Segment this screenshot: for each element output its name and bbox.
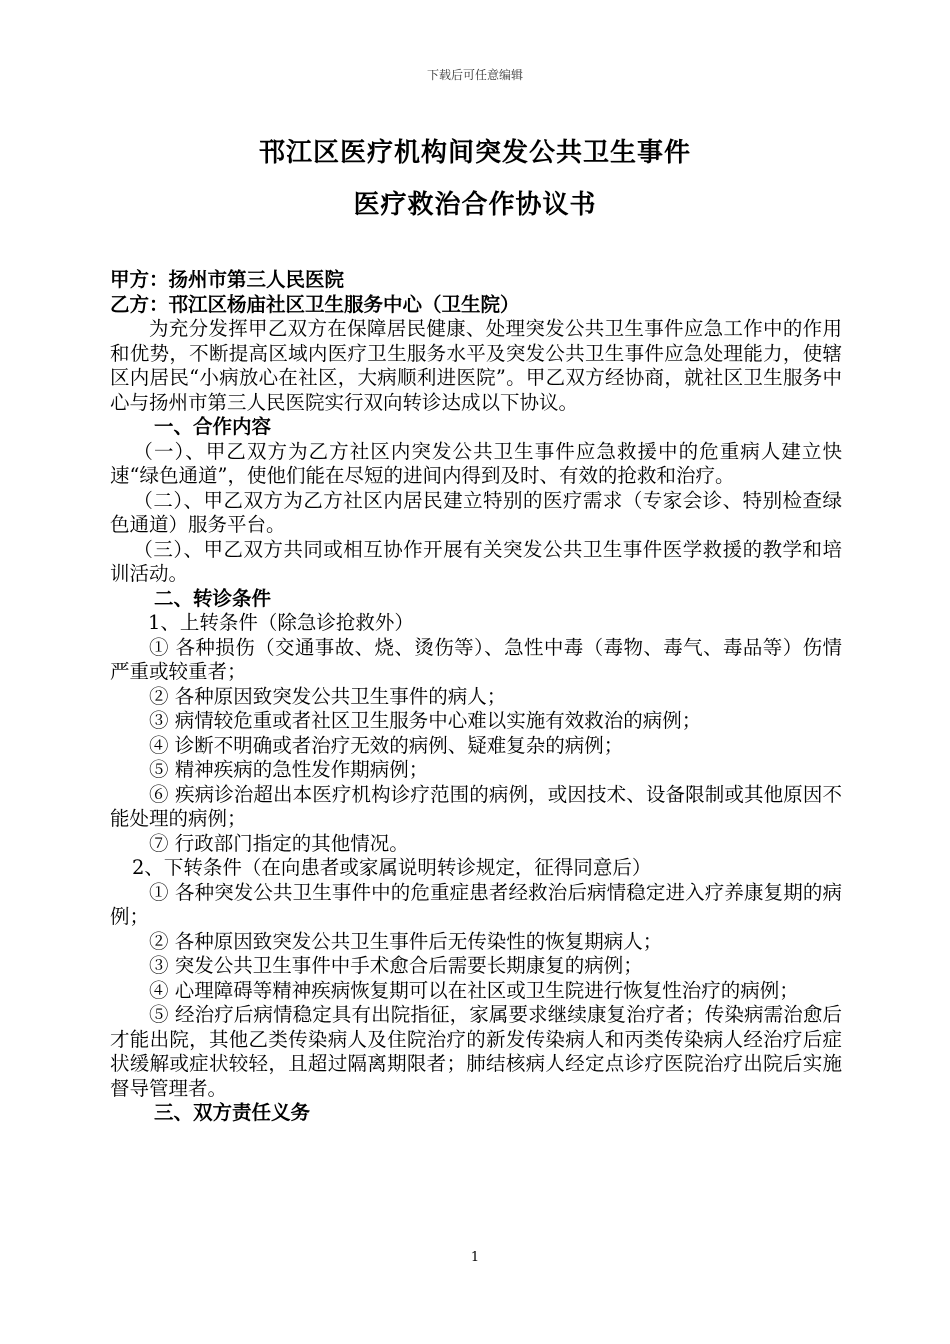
intro-paragraph: 为充分发挥甲乙双方在保障居民健康、处理突发公共卫生事件应急工作中的作用和优势，不断提高区域内医疗卫生服务水平及突发公共卫生事件应急处理能力，使辖区内居民“小病放心在社区，大病顺利进医院”。甲乙双方经协商，就社区卫生服务中心与扬州市第三人民医院实行双向转诊达成以下协议。 bbox=[110, 317, 842, 414]
downward-item: ② 各种原因致突发公共卫生事件后无传染性的恢复期病人； bbox=[149, 929, 663, 953]
upward-item: ⑦ 行政部门指定的其他情况。 bbox=[149, 831, 409, 855]
section-3-heading: 三、双方责任义务 bbox=[154, 1101, 311, 1124]
title-line-2: 医疗救治合作协议书 bbox=[353, 190, 597, 220]
upward-item: ⑤ 精神疾病的急性发作期病例； bbox=[149, 758, 429, 781]
downward-conditions-title: 2、下转条件（在向患者或家属说明转诊规定，征得同意后） bbox=[132, 856, 652, 879]
downward-item: ① 各种突发公共卫生事件中的危重症患者经救治后病情稳定进入疗养康复期的病例； bbox=[110, 880, 842, 928]
page-number: 1 bbox=[470, 1250, 480, 1265]
party-b: 乙方：邗江区杨庙社区卫生服务中心（卫生院） bbox=[110, 292, 520, 316]
upward-item: ⑥ 疾病诊治超出本医疗机构诊疗范围的病例，或因技术、设备限制或其他原因不能处理的病例； bbox=[110, 782, 842, 830]
title-line-1: 邗江区医疗机构间突发公共卫生事件 bbox=[258, 138, 691, 168]
upward-item: ① 各种损伤（交通事故、烧、烫伤等）、急性中毒（毒物、毒气、毒品等）伤情严重或较重者； bbox=[110, 635, 842, 683]
upward-conditions-title: 1、上转条件（除急诊抢救外） bbox=[148, 611, 414, 634]
upward-item: ② 各种原因致突发公共卫生事件的病人； bbox=[149, 684, 507, 708]
downward-item: ③ 突发公共卫生事件中手术愈合后需要长期康复的病例； bbox=[149, 954, 643, 977]
downward-item: ④ 心理障碍等精神疾病恢复期可以在社区或卫生院进行恢复性治疗的病例； bbox=[149, 978, 799, 1002]
section-1-heading: 一、合作内容 bbox=[154, 415, 272, 438]
downward-item: ⑤ 经治疗后病情稳定具有出院指征，家属要求继续康复治疗者；传染病需治愈后才能出院，其他乙类传染病人及住院治疗的新发传染病人和丙类传染病人经治疗后症状缓解或症状较轻，且超过隔离期限者；肺结核病人经定点诊疗医院治疗出院后实施督导管理者。 bbox=[110, 1003, 842, 1100]
section-1-item: （二）、甲乙双方为乙方社区内居民建立特别的医疗需求（专家会诊、特别检查绿色通道）服务平台。 bbox=[110, 488, 842, 536]
header-note: 下载后可任意编辑 bbox=[426, 68, 523, 82]
section-1-item: （一）、甲乙双方为乙方社区内突发公共卫生事件应急救援中的危重病人建立快速“绿色通道”，使他们能在尽短的进间内得到及时、有效的抢救和治疗。 bbox=[110, 439, 842, 487]
section-2-heading: 二、转诊条件 bbox=[154, 586, 272, 610]
section-1-item: （三）、甲乙双方共同或相互协作开展有关突发公共卫生事件医学救援的教学和培训活动。 bbox=[110, 537, 842, 585]
party-a: 甲方：扬州市第三人民医院 bbox=[110, 268, 345, 291]
document-body bbox=[110, 268, 842, 1126]
upward-item: ③ 病情较危重或者社区卫生服务中心难以实施有效救治的病例； bbox=[149, 709, 702, 732]
upward-item: ④ 诊断不明确或者治疗无效的病例、疑难复杂的病例； bbox=[149, 733, 624, 757]
